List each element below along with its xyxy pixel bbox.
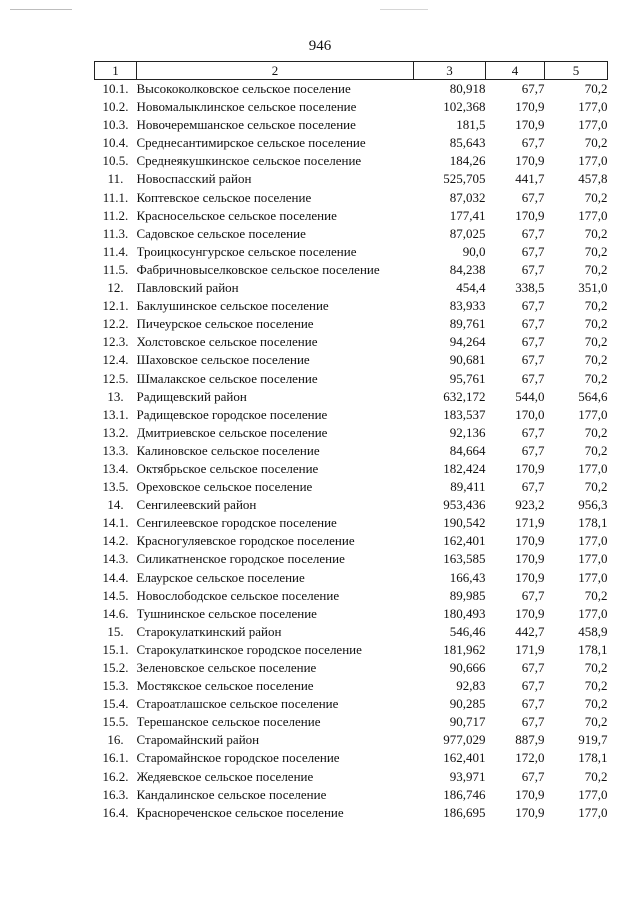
value-col-3: 181,5: [456, 117, 486, 133]
value-col-5: 70,2: [584, 768, 608, 784]
value-col-5: 177,0: [578, 569, 608, 585]
municipality-name: Новослободское сельское поселение: [136, 587, 340, 603]
row-number: 15.1.: [102, 641, 129, 657]
value-col-4: 67,7: [521, 660, 545, 675]
row-number: 14.5.: [102, 587, 129, 603]
municipality-name: Красногуляевское городское поселение: [136, 533, 355, 549]
value-col-3: 190,542: [443, 515, 486, 531]
municipality-name: Краснореченское сельское поселение: [136, 804, 344, 820]
row-number: 13.: [107, 388, 124, 404]
value-col-5: 70,2: [584, 298, 608, 314]
value-col-4: 171,9: [515, 515, 545, 531]
value-col-4: 170,9: [515, 460, 545, 476]
municipality-name: Старокулаткинский район: [136, 623, 282, 639]
table-row: [95, 496, 608, 514]
value-col-5: 177,0: [578, 99, 608, 115]
value-col-3: 546,46: [449, 623, 486, 639]
row-number: 14.3.: [102, 551, 129, 567]
value-col-4: 442,7: [515, 623, 545, 639]
value-col-3: 186,746: [443, 786, 486, 802]
value-col-4: 67,7: [521, 81, 545, 96]
value-col-3: 186,695: [443, 804, 486, 820]
row-number: 11.1.: [102, 189, 129, 205]
value-col-4: 170,9: [515, 804, 545, 820]
table-row: [95, 677, 608, 695]
row-number: 11.4.: [102, 243, 129, 259]
row-number: 13.5.: [102, 479, 129, 495]
value-col-4: 170,9: [515, 569, 545, 585]
value-col-4: 67,7: [521, 442, 545, 458]
municipality-name: Холстовское сельское поселение: [136, 334, 318, 350]
value-col-3: 166,43: [449, 569, 486, 585]
row-number: 12.2.: [102, 316, 129, 332]
value-col-5: 70,2: [584, 316, 608, 332]
value-col-5: 458,9: [578, 623, 608, 639]
value-col-4: 887,9: [515, 732, 545, 748]
value-col-5: 919,7: [578, 732, 608, 748]
value-col-5: 70,2: [584, 261, 608, 277]
row-number: 12.3.: [102, 334, 129, 350]
column-header: 2: [137, 62, 414, 80]
value-col-3: 953,436: [443, 497, 486, 513]
row-number: 11.5.: [102, 261, 129, 277]
value-col-4: 67,7: [521, 316, 545, 332]
row-number: 14.6.: [102, 605, 129, 621]
value-col-5: 70,2: [584, 660, 608, 675]
municipality-name: Новомалыклинское сельское поселение: [136, 99, 357, 115]
value-col-5: 70,2: [584, 442, 608, 458]
value-col-5: 70,2: [584, 714, 608, 730]
value-col-5: 70,2: [584, 479, 608, 495]
municipality-name: Кандалинское сельское поселение: [136, 786, 327, 802]
value-col-4: 172,0: [515, 750, 545, 766]
value-col-3: 90,717: [449, 714, 486, 730]
municipality-name: Мостякское сельское поселение: [136, 678, 314, 694]
table-row: [95, 731, 608, 749]
value-col-5: 351,0: [578, 280, 608, 296]
municipality-name: Тушнинское сельское поселение: [136, 605, 317, 621]
municipality-name: Садовское сельское поселение: [136, 225, 306, 241]
value-col-5: 177,0: [578, 786, 608, 802]
table-row: [95, 370, 608, 388]
municipality-name: Красносельское сельское поселение: [136, 207, 337, 223]
municipality-name: Дмитриевское сельское поселение: [136, 424, 328, 440]
municipality-name: Силикатненское городское поселение: [136, 551, 345, 567]
value-col-3: 181,962: [443, 641, 486, 657]
table-row: [95, 804, 608, 822]
table-row: [95, 749, 608, 767]
municipality-name: Ореховское сельское поселение: [136, 479, 313, 495]
value-col-4: 67,7: [521, 370, 545, 386]
value-col-4: 67,7: [521, 352, 545, 368]
value-col-3: 184,26: [449, 153, 486, 169]
value-col-4: 170,9: [515, 99, 545, 115]
value-col-4: 170,0: [515, 406, 545, 422]
table-row: [95, 406, 608, 424]
row-number: 10.5.: [102, 153, 129, 169]
value-col-3: 87,032: [449, 189, 486, 205]
value-col-3: 632,172: [443, 388, 486, 404]
table-row: [95, 207, 608, 225]
table-row: [95, 134, 608, 152]
row-number: 15.3.: [102, 678, 129, 694]
table-row: [95, 333, 608, 351]
value-col-5: 564,6: [578, 388, 608, 404]
row-number: 10.1.: [102, 81, 129, 96]
row-number: 12.5.: [102, 370, 129, 386]
value-col-5: 70,2: [584, 424, 608, 440]
value-col-4: 67,7: [521, 714, 545, 730]
value-col-3: 84,238: [449, 261, 486, 277]
row-number: 15.5.: [102, 714, 129, 730]
municipality-name: Фабричновыселковское сельское поселение: [136, 261, 380, 277]
municipality-name: Жедяевское сельское поселение: [136, 768, 314, 784]
row-number: 12.4.: [102, 352, 129, 368]
table-row: [95, 98, 608, 116]
scan-mark: [10, 9, 72, 10]
row-number: 16.3.: [102, 786, 129, 802]
municipality-name: Радищевский район: [136, 388, 247, 404]
value-col-4: 67,7: [521, 587, 545, 603]
table-row: [95, 786, 608, 804]
row-number: 16.2.: [102, 768, 129, 784]
municipality-name: Сенгилеевское городское поселение: [136, 515, 337, 531]
table-row: [95, 605, 608, 623]
row-number: 11.2.: [102, 207, 129, 223]
value-col-5: 178,1: [578, 750, 608, 766]
value-col-3: 92,83: [456, 678, 486, 694]
value-col-3: 94,264: [449, 334, 486, 350]
value-col-5: 70,2: [584, 352, 608, 368]
municipality-name: Троицкосунгурское сельское поселение: [136, 243, 357, 259]
column-header: 3: [414, 62, 486, 80]
value-col-5: 177,0: [578, 605, 608, 621]
value-col-3: 180,493: [443, 605, 486, 621]
row-number: 13.2.: [102, 424, 129, 440]
value-col-4: 171,9: [515, 641, 545, 657]
municipality-name: Староатлашское сельское поселение: [136, 696, 339, 712]
table-row: [95, 569, 608, 587]
value-col-4: 67,7: [521, 479, 545, 495]
value-col-5: 70,2: [584, 587, 608, 603]
municipality-name: Елаурское сельское поселение: [136, 569, 305, 585]
municipality-name: Среднеякушкинское сельское поселение: [136, 153, 362, 169]
row-number: 14.2.: [102, 533, 129, 549]
row-number: 14.: [107, 497, 124, 513]
table-row: [95, 768, 608, 786]
value-col-3: 89,985: [449, 587, 486, 603]
row-number: 14.1.: [102, 515, 129, 531]
value-col-3: 90,285: [449, 696, 486, 712]
row-number: 13.3.: [102, 442, 129, 458]
value-col-4: 544,0: [515, 388, 545, 404]
value-col-4: 923,2: [515, 497, 545, 513]
value-col-3: 80,918: [449, 81, 486, 96]
value-col-3: 90,666: [449, 660, 486, 675]
table-row: [95, 550, 608, 568]
value-col-3: 83,933: [449, 298, 486, 314]
value-col-5: 70,2: [584, 189, 608, 205]
municipality-name: Шмалакское сельское поселение: [136, 370, 318, 386]
municipality-name: Павловский район: [136, 280, 239, 296]
value-col-5: 177,0: [578, 117, 608, 133]
value-col-4: 170,9: [515, 153, 545, 169]
value-col-4: 170,9: [515, 551, 545, 567]
value-col-4: 67,7: [521, 225, 545, 241]
value-col-4: 67,7: [521, 768, 545, 784]
value-col-3: 162,401: [443, 533, 486, 549]
table-row: [95, 514, 608, 532]
table-row: [95, 442, 608, 460]
municipality-name: Пичеурское сельское поселение: [136, 316, 314, 332]
value-col-4: 67,7: [521, 334, 545, 350]
row-number: 11.3.: [102, 225, 129, 241]
value-col-3: 85,643: [449, 135, 486, 151]
municipality-name: Шаховское сельское поселение: [136, 352, 310, 368]
row-number: 15.2.: [102, 660, 129, 675]
municipality-name: Старокулаткинское городское поселение: [136, 641, 362, 657]
table-row: [95, 388, 608, 406]
table-row: [95, 641, 608, 659]
value-col-5: 177,0: [578, 406, 608, 422]
table-header-row: [95, 62, 608, 80]
value-col-4: 170,9: [515, 786, 545, 802]
municipality-name: Калиновское сельское поселение: [136, 442, 320, 458]
municipality-name: Баклушинское сельское поселение: [136, 298, 329, 314]
table-body: [95, 80, 608, 822]
table-row: [95, 659, 608, 677]
row-number: 10.2.: [102, 99, 129, 115]
table-row: [95, 225, 608, 243]
municipality-name: Новочеремшанское сельское поселение: [136, 117, 356, 133]
value-col-4: 170,9: [515, 605, 545, 621]
municipality-name: Терешанское сельское поселение: [136, 714, 321, 730]
value-col-3: 162,401: [443, 750, 486, 766]
row-number: 15.4.: [102, 696, 129, 712]
municipality-name: Старомайнское городское поселение: [136, 750, 340, 766]
value-col-3: 102,368: [443, 99, 486, 115]
table-row: [95, 424, 608, 442]
value-col-3: 89,761: [449, 316, 486, 332]
value-col-5: 70,2: [584, 370, 608, 386]
row-number: 10.3.: [102, 117, 129, 133]
municipality-name: Высококолковское сельское поселение: [136, 81, 351, 96]
value-col-5: 70,2: [584, 696, 608, 712]
table-row: [95, 189, 608, 207]
table-row: [95, 80, 608, 99]
municipality-name: Старомайнский район: [136, 732, 260, 748]
row-number: 10.4.: [102, 135, 129, 151]
value-col-4: 67,7: [521, 678, 545, 694]
table-row: [95, 478, 608, 496]
value-col-5: 70,2: [584, 678, 608, 694]
value-col-5: 177,0: [578, 207, 608, 223]
row-number: 12.: [107, 280, 124, 296]
municipality-name: Октябрьское сельское поселение: [136, 460, 319, 476]
value-col-5: 177,0: [578, 551, 608, 567]
table-row: [95, 351, 608, 369]
value-col-3: 87,025: [449, 225, 486, 241]
table-row: [95, 279, 608, 297]
municipality-name: Новоспасский район: [136, 171, 252, 187]
municipality-name: Сенгилеевский район: [136, 497, 257, 513]
row-number: 16.1.: [102, 750, 129, 766]
value-col-5: 70,2: [584, 135, 608, 151]
value-col-3: 182,424: [443, 460, 486, 476]
data-table: [94, 61, 608, 822]
table-row: [95, 460, 608, 478]
value-col-5: 178,1: [578, 641, 608, 657]
value-col-5: 70,2: [584, 243, 608, 259]
table-row: [95, 297, 608, 315]
municipality-name: Коптевское сельское поселение: [136, 189, 312, 205]
value-col-4: 170,9: [515, 207, 545, 223]
value-col-4: 67,7: [521, 696, 545, 712]
table-row: [95, 261, 608, 279]
value-col-5: 177,0: [578, 153, 608, 169]
value-col-4: 441,7: [515, 171, 545, 187]
row-number: 12.1.: [102, 298, 129, 314]
municipality-name: Зеленовское сельское поселение: [136, 660, 317, 675]
value-col-4: 67,7: [521, 189, 545, 205]
value-col-3: 525,705: [443, 171, 486, 187]
page-number: 946: [308, 38, 332, 54]
table-row: [95, 713, 608, 731]
value-col-4: 170,9: [515, 533, 545, 549]
table-row: [95, 695, 608, 713]
table-row: [95, 623, 608, 641]
value-col-3: 163,585: [443, 551, 486, 567]
value-col-3: 89,411: [450, 479, 486, 495]
value-col-4: 67,7: [521, 424, 545, 440]
value-col-3: 92,136: [449, 424, 486, 440]
row-number: 16.: [107, 732, 124, 748]
value-col-3: 90,0: [462, 243, 486, 259]
row-number: 15.: [107, 623, 124, 639]
table-row: [95, 116, 608, 134]
value-col-5: 70,2: [584, 334, 608, 350]
scan-mark: [380, 9, 428, 10]
column-header: 5: [545, 62, 608, 80]
value-col-3: 977,029: [443, 732, 486, 748]
value-col-4: 67,7: [521, 298, 545, 314]
value-col-3: 90,681: [449, 352, 486, 368]
value-col-5: 178,1: [578, 515, 608, 531]
column-header: 4: [486, 62, 545, 80]
value-col-4: 67,7: [521, 135, 545, 151]
value-col-5: 177,0: [578, 533, 608, 549]
value-col-4: 338,5: [515, 280, 545, 296]
row-number: 16.4.: [102, 804, 129, 820]
value-col-4: 170,9: [515, 117, 545, 133]
value-col-5: 70,2: [584, 225, 608, 241]
value-col-3: 93,971: [449, 768, 486, 784]
row-number: 11.: [107, 171, 124, 187]
value-col-5: 177,0: [578, 460, 608, 476]
value-col-3: 95,761: [449, 370, 486, 386]
row-number: 14.4.: [102, 569, 129, 585]
value-col-5: 956,3: [578, 497, 608, 513]
row-number: 13.4.: [102, 460, 129, 476]
table-row: [95, 532, 608, 550]
row-number: 13.1.: [102, 406, 129, 422]
column-header: 1: [95, 62, 137, 80]
value-col-5: 457,8: [578, 171, 608, 187]
value-col-5: 70,2: [584, 81, 608, 96]
value-col-4: 67,7: [521, 261, 545, 277]
table-row: [95, 243, 608, 261]
value-col-3: 454,4: [456, 280, 486, 296]
value-col-5: 177,0: [578, 804, 608, 820]
value-col-3: 84,664: [449, 442, 486, 458]
municipality-name: Среднесантимирское сельское поселение: [136, 135, 366, 151]
municipality-name: Радищевское городское поселение: [136, 406, 328, 422]
table-row: [95, 170, 608, 188]
table-row: [95, 152, 608, 170]
value-col-4: 67,7: [521, 243, 545, 259]
table-row: [95, 587, 608, 605]
table-row: [95, 315, 608, 333]
value-col-3: 183,537: [443, 406, 486, 422]
value-col-3: 177,41: [449, 207, 486, 223]
